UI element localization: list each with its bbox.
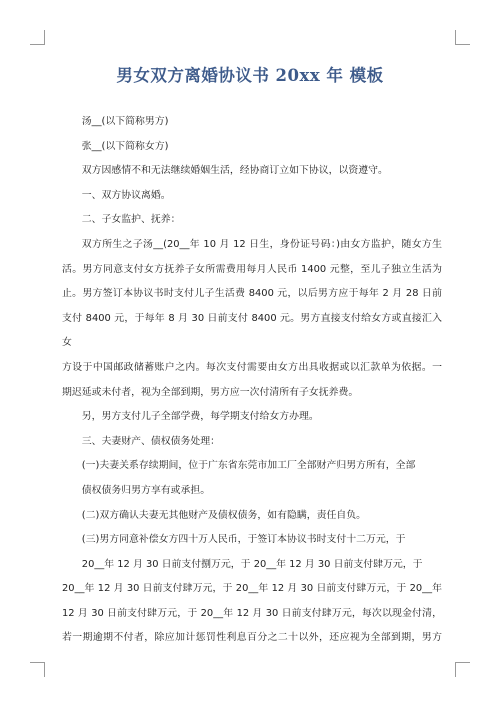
paragraph-line: 20__年 12 月 30 日前支付捌万元，于 20__年 12 月 30 日前支付肆万元，于 [81, 558, 423, 570]
paragraph-line: 活。男方同意支付女方抚养子女所需费用每月人民币 1400 元整，至儿子独立生活为 [62, 263, 442, 275]
crop-mark-top-right [455, 30, 470, 45]
paragraph-line: 若一期逾期不付者，除应加计惩罚性利息百分之二十以外，还应视为全部到期，男方 [62, 632, 442, 644]
paragraph-line: 期迟延或未付者，视为全部到期，男方应一次付清所有子女抚养费。 [62, 386, 359, 398]
crop-mark-bottom-left [30, 662, 45, 677]
paragraph-line: 张__(以下简称女方) [81, 140, 169, 152]
document-title: 男女双方离婚协议书 20xx 年 模板 [116, 66, 384, 85]
paragraph-line: 另，男方支付儿子全部学费，每学期支付给女方办理。 [81, 411, 319, 423]
paragraph-line: 20__年 12 月 30 日前支付肆万元，于 20__年 12 月 30 日前支付肆万元，于 20__年 [62, 583, 442, 595]
paragraph-line: 方设于中国邮政储蓄账户之内。每次支付需要由女方出具收据或以汇款单为依据。一 [62, 361, 442, 373]
crop-mark-bottom-right [455, 662, 470, 677]
paragraph-line: (二)双方确认夫妻无其他财产及债权债务，如有隐瞒，责任自负。 [81, 509, 367, 521]
document-body [62, 110, 442, 651]
paragraph-line: (一)夫妻关系存续期间，位于广东省东莞市加工厂全部财产归男方所有，全部 [81, 460, 416, 472]
paragraph-line: 汤__(以下简称男方) [81, 116, 169, 127]
paragraph-line: 债权债务归男方享有或承担。 [81, 484, 211, 496]
paragraph-line: 一、双方协议离婚。 [81, 189, 171, 201]
paragraph-line: 双方因感情不和无法继续婚姻生活，经协商订立如下协议，以资遵守。 [81, 165, 388, 177]
paragraph-line: 止。男方签订本协议书时支付儿子生活费 8400 元，以后男方应于每年 2 月 28 日前 [62, 288, 442, 300]
crop-mark-top-left [30, 30, 45, 45]
paragraph-line: (三)男方同意补偿女方四十万人民币，于签订本协议书时支付十二万元，于 [81, 534, 406, 546]
paragraph-line: 双方所生之子汤__(20__年 10 月 12 日生，身份证号码：)由女方监护，随女方生 [81, 238, 442, 250]
paragraph-line: 二、子女监护、抚养： [81, 214, 181, 226]
paragraph-line: 三、夫妻财产、债权债务处理： [81, 435, 221, 447]
paragraph-line: 支付 8400 元，于每年 8 月 30 日前支付 8400 元。男方直接支付给女方或直接汇入女 [62, 312, 442, 349]
paragraph-line: 12 月 30 日前支付肆万元，于 20__年 12 月 30 日前支付肆万元，每次以现金付清， [62, 607, 442, 619]
